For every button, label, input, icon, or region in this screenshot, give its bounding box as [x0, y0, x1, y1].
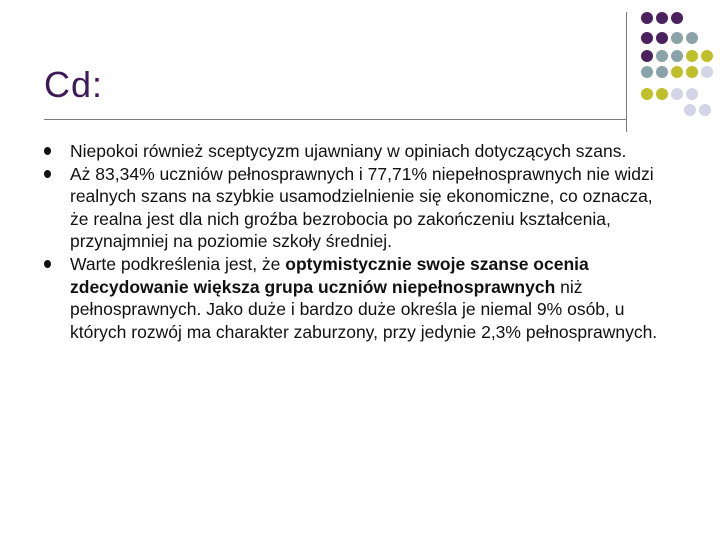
bullet-dot-icon — [44, 147, 51, 155]
decorative-dot — [641, 50, 653, 62]
decorative-dot — [701, 50, 713, 62]
decorative-dot — [641, 88, 653, 100]
bullet-list — [44, 140, 664, 343]
bullet-text: Niepokoi również sceptycyzm ujawniany w opiniach dotyczących szans. — [70, 141, 627, 161]
bullet-text: Warte podkreślenia jest, że — [70, 253, 286, 274]
decorative-dot — [686, 50, 698, 62]
bullet-text-bold: optymistycznie swoje szanse ocenia zdecydowanie większa grupa uczniów niepełnosprawnych — [70, 253, 589, 297]
decorative-dot — [686, 88, 698, 100]
decorative-dot — [656, 32, 668, 44]
decorative-dot — [656, 50, 668, 62]
decorative-dot — [656, 12, 668, 24]
decorative-dot — [641, 12, 653, 24]
decorative-dot — [641, 32, 653, 44]
decorative-dot — [671, 50, 683, 62]
bullet-text: Aż 83,34% uczniów pełnosprawnych i 77,71% niepełnosprawnych nie widzi realnych szans na szybkie usamodzielnienie się ekonomiczne, co oznacza, że realna jest dla nich groźba bezrobocia po zakończeniu kształcenia, przynajmniej na poziomie szkoły średniej. — [70, 163, 654, 252]
decorative-dot — [671, 12, 683, 24]
vertical-divider — [626, 12, 627, 132]
decorative-dot — [656, 88, 668, 100]
decorative-dot — [701, 66, 713, 78]
decorative-dot — [656, 66, 668, 78]
decorative-dot — [641, 66, 653, 78]
title-divider — [44, 119, 627, 120]
bullet-item — [44, 140, 664, 163]
decorative-dot — [684, 104, 696, 116]
bullet-text: niż pełnosprawnych. Jako duże i bardzo duże określa je niemal 9% osób, u których rozwój ma charakter zaburzony, przy jedynie 2,3% pełnosprawnych. — [70, 276, 658, 342]
decorative-dot — [671, 88, 683, 100]
slide-title: Cd: — [44, 64, 104, 105]
decorative-dot — [671, 32, 683, 44]
bullet-item — [44, 253, 664, 343]
decorative-dot — [686, 66, 698, 78]
decorative-dot — [671, 66, 683, 78]
bullet-dot-icon — [44, 170, 51, 178]
decorative-dot — [686, 32, 698, 44]
decorative-dot — [699, 104, 711, 116]
bullet-dot-icon — [44, 260, 51, 268]
bullet-item — [44, 163, 664, 253]
